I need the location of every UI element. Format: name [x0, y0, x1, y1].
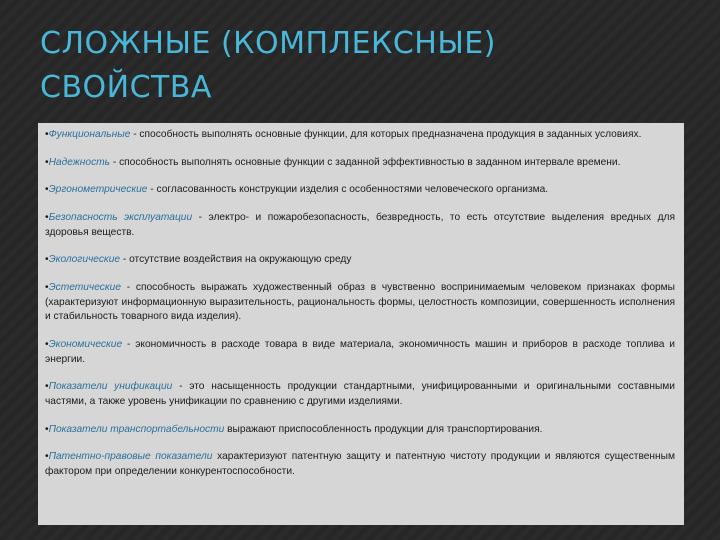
item-term: Экологические	[48, 254, 121, 266]
list-item	[45, 423, 675, 438]
list-item	[45, 253, 675, 268]
slide-title-line-1: СЛОЖНЫЕ (КОМПЛЕКСНЫЕ)	[40, 26, 496, 61]
slide-title-line-2: СВОЙСТВА	[40, 70, 212, 105]
item-text: - отсутствие воздействия на окружающую среду	[120, 254, 352, 266]
item-term: Функциональные	[48, 129, 131, 140]
list-item	[45, 128, 675, 143]
item-text: - экономичность в расходе товара в виде материала, экономичность машин и приборов в расходе топлива и энергии.	[45, 338, 675, 365]
item-text: характеризуют патентную защиту и патентную чистоту продукции и являются существенным фактором при определении конкурентоспособности.	[45, 451, 676, 478]
bullet: •	[45, 451, 49, 463]
list-item	[45, 338, 675, 368]
bullet: •	[45, 184, 49, 196]
bullet: •	[45, 281, 49, 293]
item-term: Экономические	[48, 338, 123, 350]
item-text: - способность выражать художественный образ в чувственно воспринимаемым человеком признаках формы (характеризуют информационную выразительность, рациональность формы, целостность композиции, совершенность исполнения и стабильность товарного вида изделия).	[45, 281, 675, 323]
item-term: Патентно-правовые показатели	[48, 451, 213, 463]
slide-title	[40, 22, 640, 110]
item-term: Показатели унификации	[48, 381, 173, 393]
item-term: Эстетические	[48, 281, 121, 293]
bullet: •	[45, 211, 49, 223]
item-term: Показатели транспортабельности	[48, 423, 225, 435]
list-item	[45, 380, 675, 410]
item-term: Надежность	[48, 156, 111, 168]
bullet: •	[45, 156, 49, 168]
item-text: выражают приспособленность продукции для транспортирования.	[224, 423, 543, 435]
item-text: - способность выполнять основные функции с заданной эффективностью в заданном интервале времени.	[110, 156, 621, 168]
item-text: - это насыщенность продукции стандартными, унифицированными и оригинальными составными частями, а также уровень унификации по сравнению с другими изделиями.	[45, 381, 675, 408]
bullet: •	[45, 381, 49, 393]
item-text: - электро- и пожаробезопасность, безвредность, то есть отсутствие выделения вредных для здоровья веществ.	[45, 211, 675, 238]
list-item	[45, 156, 675, 171]
list-item	[45, 211, 675, 241]
bullet: •	[45, 338, 49, 350]
bullet: •	[45, 423, 49, 435]
item-text: - способность выполнять основные функции, для которых предназначена продукция в заданных условиях.	[130, 129, 642, 140]
bullet: •	[45, 129, 49, 140]
item-text: - согласованность конструкции изделия с особенностями человеческого организма.	[147, 184, 549, 196]
bullet: •	[45, 254, 49, 266]
item-term: Эргонометрические	[48, 184, 148, 196]
list-item	[45, 281, 675, 325]
property-list	[45, 128, 675, 493]
item-term: Безопасность эксплуатации	[48, 211, 193, 223]
list-item	[45, 183, 675, 198]
list-item	[45, 450, 675, 480]
